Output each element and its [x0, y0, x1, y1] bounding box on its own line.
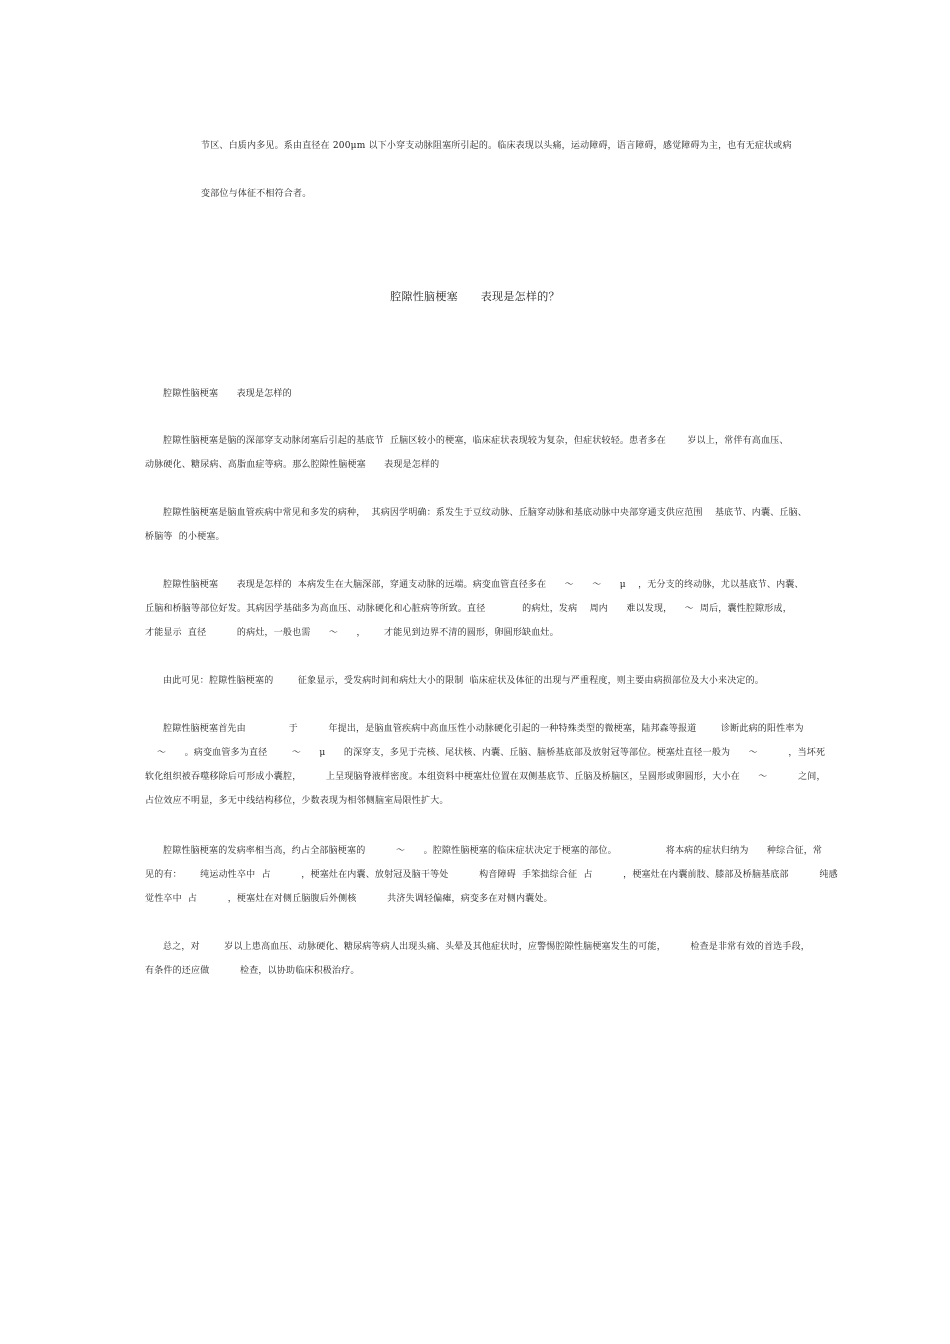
- paragraph-line: 腔隙性脑梗塞 表现是怎样的: [163, 389, 292, 399]
- paragraph-line: 占位效应不明显，多无中线结构移位，少数表现为相邻侧脑室局限性扩大。: [145, 796, 449, 806]
- header-line-1: 节区、白质内多见。系由直径在 200μm 以下小穿支动脉阻塞所引起的。临床表现以头痛，运动障碍，语言障碍，感觉障碍为主，也有无症状或病: [201, 141, 792, 151]
- paragraph-line: 觉性卒中 占 ，梗塞灶在对侧丘脑腹后外侧核 共济失调轻偏瘫，病变多在对侧内囊处。: [145, 894, 553, 904]
- paragraph-line: 腔隙性脑梗塞首先由 于 年提出，是脑血管疾病中高血压性小动脉硬化引起的一种特殊类型的微梗塞，陆邦森等报道 诊断此病的阳性率为: [163, 724, 804, 734]
- page-title: 腔隙性脑梗塞 表现是怎样的？: [390, 290, 560, 303]
- paragraph-line: 由此可见：腔隙性脑梗塞的 征象显示，受发病时间和病灶大小的限制 临床症状及体征的出现与严重程度，则主要由病损部位及大小来决定的。: [163, 676, 765, 686]
- paragraph-line: 才能显示 直径 的病灶，一般也需 ～ ， 才能见到边界不清的圆形，卵圆形缺血灶。: [145, 628, 559, 638]
- paragraph-line: 软化组织被吞噬移除后可形成小囊腔， 上呈现脑脊液样密度。本组资料中梗塞灶位置在双侧基底节、丘脑及桥脑区，呈圆形或卵圆形，大小在 ～ 之间，: [145, 772, 826, 782]
- paragraph-line: 腔隙性脑梗塞 表现是怎样的 本病发生在大脑深部，穿通支动脉的远端。病变血管直径多在 ～ ～ μ ，无分支的终动脉，尤以基底节、内囊、: [163, 580, 804, 590]
- paragraph-line: 有条件的还应做 检查，以协助临床积极治疗。: [145, 966, 360, 976]
- paragraph-line: 动脉硬化、糖尿病、高脂血症等病。那么腔隙性脑梗塞 表现是怎样的: [145, 460, 440, 470]
- paragraph-line: 腔隙性脑梗塞的发病率相当高，约占全部脑梗塞的 ～ 。腔隙性脑梗塞的临床症状决定于梗塞的部位。 将本病的症状归纳为 种综合征，常: [163, 846, 823, 856]
- paragraph-line: 桥脑等 的小梗塞。: [145, 532, 225, 542]
- header-line-2: 变部位与体征不相符合者。: [201, 189, 312, 199]
- paragraph-line: 腔隙性脑梗塞是脑血管疾病中常见和多发的病种， 其病因学明确：系发生于豆纹动脉、丘脑穿动脉和基底动脉中央部穿通支供应范围 基底节、内囊、丘脑、: [163, 508, 807, 518]
- paragraph-line: 腔隙性脑梗塞是脑的深部穿支动脉闭塞后引起的基底节 丘脑区较小的梗塞，临床症状表现较为复杂，但症状较轻。患者多在 岁以上，常伴有高血压、: [163, 436, 789, 446]
- paragraph-line: 见的有： 纯运动性卒中 占 ，梗塞灶在内囊、放射冠及脑干等处 构音障碍 手笨拙综合征 占 ，梗塞灶在内囊前肢、膝部及桥脑基底部 纯感: [145, 870, 838, 880]
- paragraph-line: ～ 。病变血管多为直径 ～ μ 的深穿支，多见于壳核、尾状核、内囊、丘脑、脑桥基底部及放射冠等部位。梗塞灶直径一般为 ～ ，当坏死: [157, 748, 826, 758]
- paragraph-line: 总之，对 岁以上患高血压、动脉硬化、糖尿病等病人出现头痛、头晕及其他症状时，应警惕腔隙性脑梗塞发生的可能， 检查是非常有效的首选手段，: [163, 942, 810, 952]
- paragraph-line: 丘脑和桥脑等部位好发。其病因学基础多为高血压、动脉硬化和心脏病等所致。直径 的病灶，发病 周内 难以发现， ～ 周后，囊性腔隙形成，: [145, 604, 792, 614]
